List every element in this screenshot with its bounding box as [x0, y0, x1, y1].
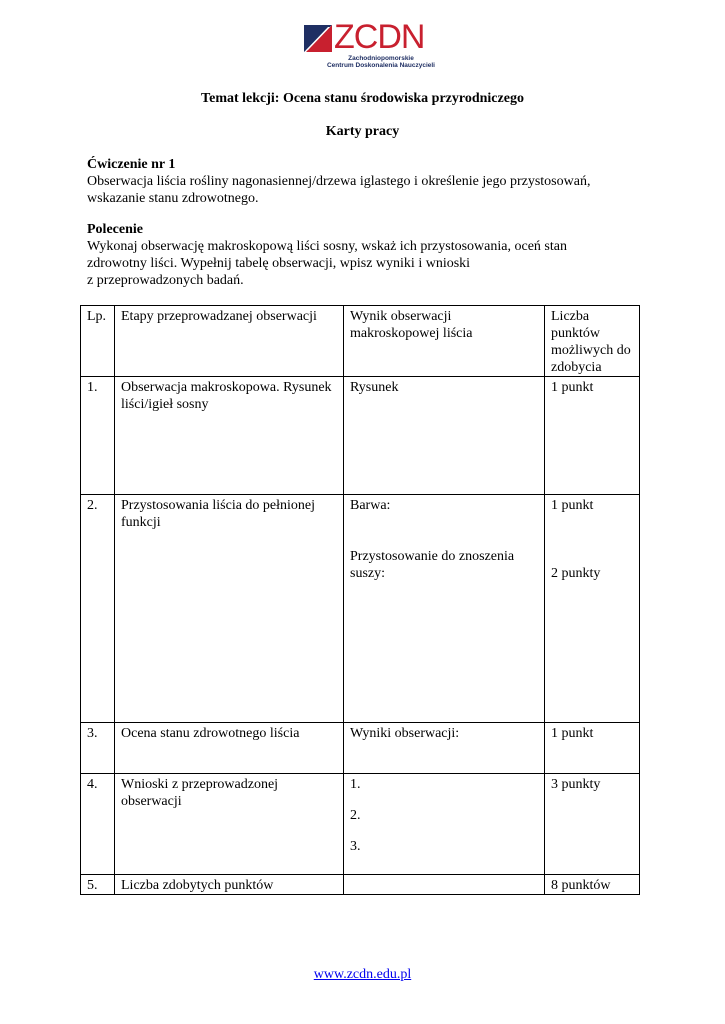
table-row [81, 377, 640, 495]
page-title: Temat lekcji: Ocena stanu środowiska przyrodniczego [201, 91, 524, 106]
table-row [81, 875, 640, 895]
exercise-section [87, 156, 647, 207]
result-color: Barwa: [350, 498, 391, 513]
logo-line2: Centrum Doskonalenia Nauczycieli [326, 62, 435, 69]
page-subtitle: Karty pracy [325, 124, 400, 139]
row-result: Rysunek [344, 377, 545, 495]
table-row [81, 774, 640, 875]
header-stage: Etapy przeprowadzanej obserwacji [115, 306, 344, 377]
row-stage: Ocena stanu zdrowotnego liścia [115, 723, 344, 774]
conclusion-2: 2. [350, 808, 361, 823]
row-lp: 2. [81, 495, 115, 723]
row-lp: 3. [81, 723, 115, 774]
row-lp: 1. [81, 377, 115, 495]
table-header-row [81, 306, 640, 377]
zcdn-logo [304, 18, 435, 69]
row-points: 3 punkty [545, 774, 640, 875]
table-row [81, 495, 640, 723]
conclusion-1: 1. [350, 777, 361, 792]
logo-mark-icon [304, 22, 334, 52]
observation-table [80, 305, 640, 895]
header-result: Wynik obserwacji makroskopowej liścia [344, 306, 545, 377]
row-lp: 5. [81, 875, 115, 895]
row-result [344, 495, 545, 723]
footer-link[interactable]: www.zcdn.edu.pl [313, 967, 412, 982]
header-lp: Lp. [81, 306, 115, 377]
exercise-text: Obserwacja liścia rośliny nagonasiennej/drzewa iglastego i określenie jego przystosowań, wskazanie stanu zdrowotnego. [87, 174, 591, 206]
points-color: 1 punkt [551, 498, 594, 513]
footer [0, 966, 725, 983]
row-result: Wyniki obserwacji: [344, 723, 545, 774]
row-stage: Obserwacja makroskopowa. Rysunek liści/igieł sosny [115, 377, 344, 495]
row-result [344, 774, 545, 875]
exercise-heading: Ćwiczenie nr 1 [87, 157, 176, 172]
row-lp: 4. [81, 774, 115, 875]
instruction-line-1: Wykonaj obserwację makroskopową liści sosny, wskaż ich przystosowania, oceń stan [87, 239, 567, 254]
logo-brand: ZCDN [334, 18, 425, 56]
row-stage: Przystosowania liścia do pełnionej funkcji [115, 495, 344, 723]
result-drought: Przystosowanie do znoszenia suszy: [350, 549, 515, 581]
row-points [545, 495, 640, 723]
row-points: 1 punkt [545, 377, 640, 495]
row-stage: Liczba zdobytych punktów [115, 875, 344, 895]
row-points: 1 punkt [545, 723, 640, 774]
instruction-line-2: zdrowotny liści. Wypełnij tabelę obserwacji, wpisz wyniki i wnioski [87, 256, 471, 271]
instruction-heading: Polecenie [87, 222, 143, 237]
instruction-section [87, 221, 647, 289]
instruction-line-3: z przeprowadzonych badań. [87, 273, 244, 288]
table-row [81, 723, 640, 774]
row-result [344, 875, 545, 895]
conclusion-3: 3. [350, 839, 361, 854]
row-stage: Wnioski z przeprowadzonej obserwacji [115, 774, 344, 875]
header-points: Liczba punktów możliwych do zdobycia [545, 306, 640, 377]
logo-line1: Zachodniopomorskie [348, 55, 414, 62]
row-points: 8 punktów [545, 875, 640, 895]
points-drought: 2 punkty [551, 566, 601, 581]
